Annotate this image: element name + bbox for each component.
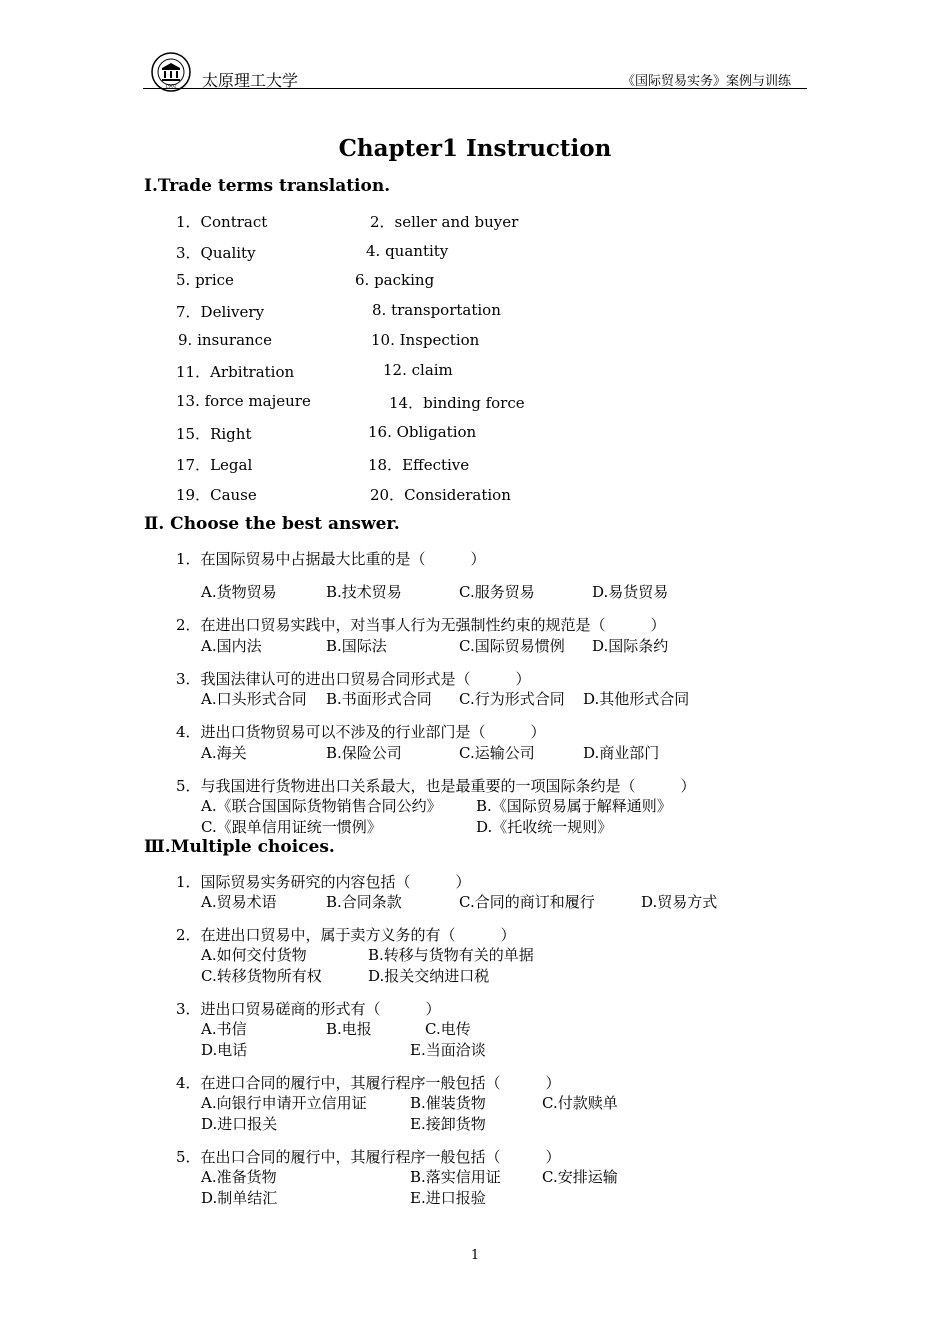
section-2-heading: Ⅱ. Choose the best answer.	[144, 514, 400, 534]
section-3-heading: Ⅲ.Multiple choices.	[144, 837, 335, 857]
s3-q2-option-d: D.报关交纳进口税	[368, 967, 490, 985]
s2-q2-option-d: D.国际条约	[592, 637, 669, 655]
term-7: 7．Delivery	[176, 303, 265, 321]
section-1-heading: Ⅰ.Trade terms translation.	[144, 176, 391, 196]
term-20: 20．Consideration	[370, 486, 511, 504]
term-18: 18．Effective	[368, 456, 470, 474]
s2-q5-option-b: B.《国际贸易属于解释通则》	[476, 797, 672, 815]
s2-q4-option-a: A.海关	[201, 744, 247, 762]
s3-q5-option-e: E.进口报验	[410, 1189, 486, 1207]
term-10: 10. Inspection	[371, 331, 480, 349]
s2-q4-stem: 4．进出口货物贸易可以不涉及的行业部门是（ ）	[176, 723, 546, 741]
term-4: 4. quantity	[366, 242, 449, 260]
s3-q1-stem: 1．国际贸易实务研究的内容包括（ ）	[176, 873, 471, 891]
s2-q5-option-c: C.《跟单信用证统一惯例》	[201, 818, 382, 836]
s2-q5-option-d: D.《托收统一规则》	[476, 818, 613, 836]
term-16: 16. Obligation	[368, 423, 477, 441]
s3-q5-option-c: C.安排运输	[542, 1168, 618, 1186]
s3-q3-option-c: C.电传	[425, 1020, 471, 1038]
header-course-title: 《国际贸易实务》案例与训练	[621, 74, 791, 89]
s3-q1-option-d: D.贸易方式	[641, 893, 718, 911]
page-title: Chapter1 Instruction	[338, 135, 612, 162]
term-11: 11．Arbitration	[176, 363, 295, 381]
s3-q1-option-a: A.贸易术语	[201, 893, 277, 911]
s2-q3-option-c: C.行为形式合同	[459, 690, 565, 708]
term-17: 17．Legal	[176, 456, 253, 474]
term-5: 5. price	[176, 271, 234, 289]
s2-q4-option-d: D.商业部门	[583, 744, 660, 762]
s3-q3-option-e: E.当面洽谈	[410, 1041, 486, 1059]
s2-q4-option-c: C.运输公司	[459, 744, 535, 762]
s2-q2-option-c: C.国际贸易惯例	[459, 637, 565, 655]
s2-q5-stem: 5．与我国进行货物进出口关系最大，也是最重要的一项国际条约是（ ）	[176, 777, 696, 795]
s3-q2-option-a: A.如何交付货物	[201, 946, 307, 964]
university-logo	[151, 52, 191, 92]
s2-q2-option-a: A.国内法	[201, 637, 262, 655]
s3-q5-option-d: D.制单结汇	[201, 1189, 278, 1207]
term-13: 13. force majeure	[176, 392, 311, 410]
term-14: 14．binding force	[389, 394, 525, 412]
header-divider	[143, 88, 807, 89]
s2-q1-option-b: B.技术贸易	[326, 583, 402, 601]
term-6: 6. packing	[355, 271, 435, 289]
term-3: 3．Quality	[176, 244, 256, 262]
s3-q4-stem: 4．在进口合同的履行中，其履行程序一般包括（ ）	[176, 1074, 561, 1092]
term-9: 9. insurance	[178, 331, 272, 349]
s2-q1-option-d: D.易货贸易	[592, 583, 669, 601]
s3-q5-option-b: B.落实信用证	[410, 1168, 501, 1186]
s3-q1-option-c: C.合同的商订和履行	[459, 893, 595, 911]
term-19: 19．Cause	[176, 486, 257, 504]
s3-q4-option-d: D.进口报关	[201, 1115, 278, 1133]
s2-q1-stem: 1．在国际贸易中占据最大比重的是（ ）	[176, 550, 486, 568]
svg-text:1902: 1902	[165, 84, 177, 90]
s3-q1-option-b: B.合同条款	[326, 893, 402, 911]
s3-q2-option-c: C.转移货物所有权	[201, 967, 322, 985]
term-8: 8. transportation	[372, 301, 501, 319]
s2-q5-option-a: A.《联合国国际货物销售合同公约》	[201, 797, 442, 815]
term-1: 1．Contract	[176, 213, 268, 231]
s2-q3-option-b: B.书面形式合同	[326, 690, 432, 708]
s3-q4-option-b: B.催装货物	[410, 1094, 486, 1112]
s2-q3-option-a: A.口头形式合同	[201, 690, 307, 708]
s3-q5-option-a: A.准备货物	[201, 1168, 277, 1186]
s3-q2-option-b: B.转移与货物有关的单据	[368, 946, 534, 964]
term-15: 15．Right	[176, 425, 252, 443]
s3-q3-option-b: B.电报	[326, 1020, 372, 1038]
s3-q2-stem: 2．在进出口贸易中，属于卖方义务的有（ ）	[176, 926, 516, 944]
s3-q4-option-c: C.付款赎单	[542, 1094, 618, 1112]
s2-q4-option-b: B.保险公司	[326, 744, 402, 762]
page-number: 1	[470, 1248, 480, 1263]
term-2: 2．seller and buyer	[370, 213, 519, 231]
s2-q3-option-d: D.其他形式合同	[583, 690, 690, 708]
header-school-name: 太原理工大学	[202, 71, 299, 90]
s2-q2-option-b: B.国际法	[326, 637, 387, 655]
s2-q2-stem: 2．在进出口贸易实践中，对当事人行为无强制性约束的规范是（ ）	[176, 616, 666, 634]
term-12: 12. claim	[383, 361, 453, 379]
s3-q3-stem: 3．进出口贸易磋商的形式有（ ）	[176, 1000, 441, 1018]
s2-q1-option-c: C.服务贸易	[459, 583, 535, 601]
s3-q4-option-e: E.接卸货物	[410, 1115, 486, 1133]
s3-q5-stem: 5．在出口合同的履行中，其履行程序一般包括（ ）	[176, 1148, 561, 1166]
s3-q3-option-d: D.电话	[201, 1041, 248, 1059]
s2-q1-option-a: A.货物贸易	[201, 583, 277, 601]
s2-q3-stem: 3．我国法律认可的进出口贸易合同形式是（ ）	[176, 670, 531, 688]
s3-q3-option-a: A.书信	[201, 1020, 247, 1038]
s3-q4-option-a: A.向银行申请开立信用证	[201, 1094, 367, 1112]
